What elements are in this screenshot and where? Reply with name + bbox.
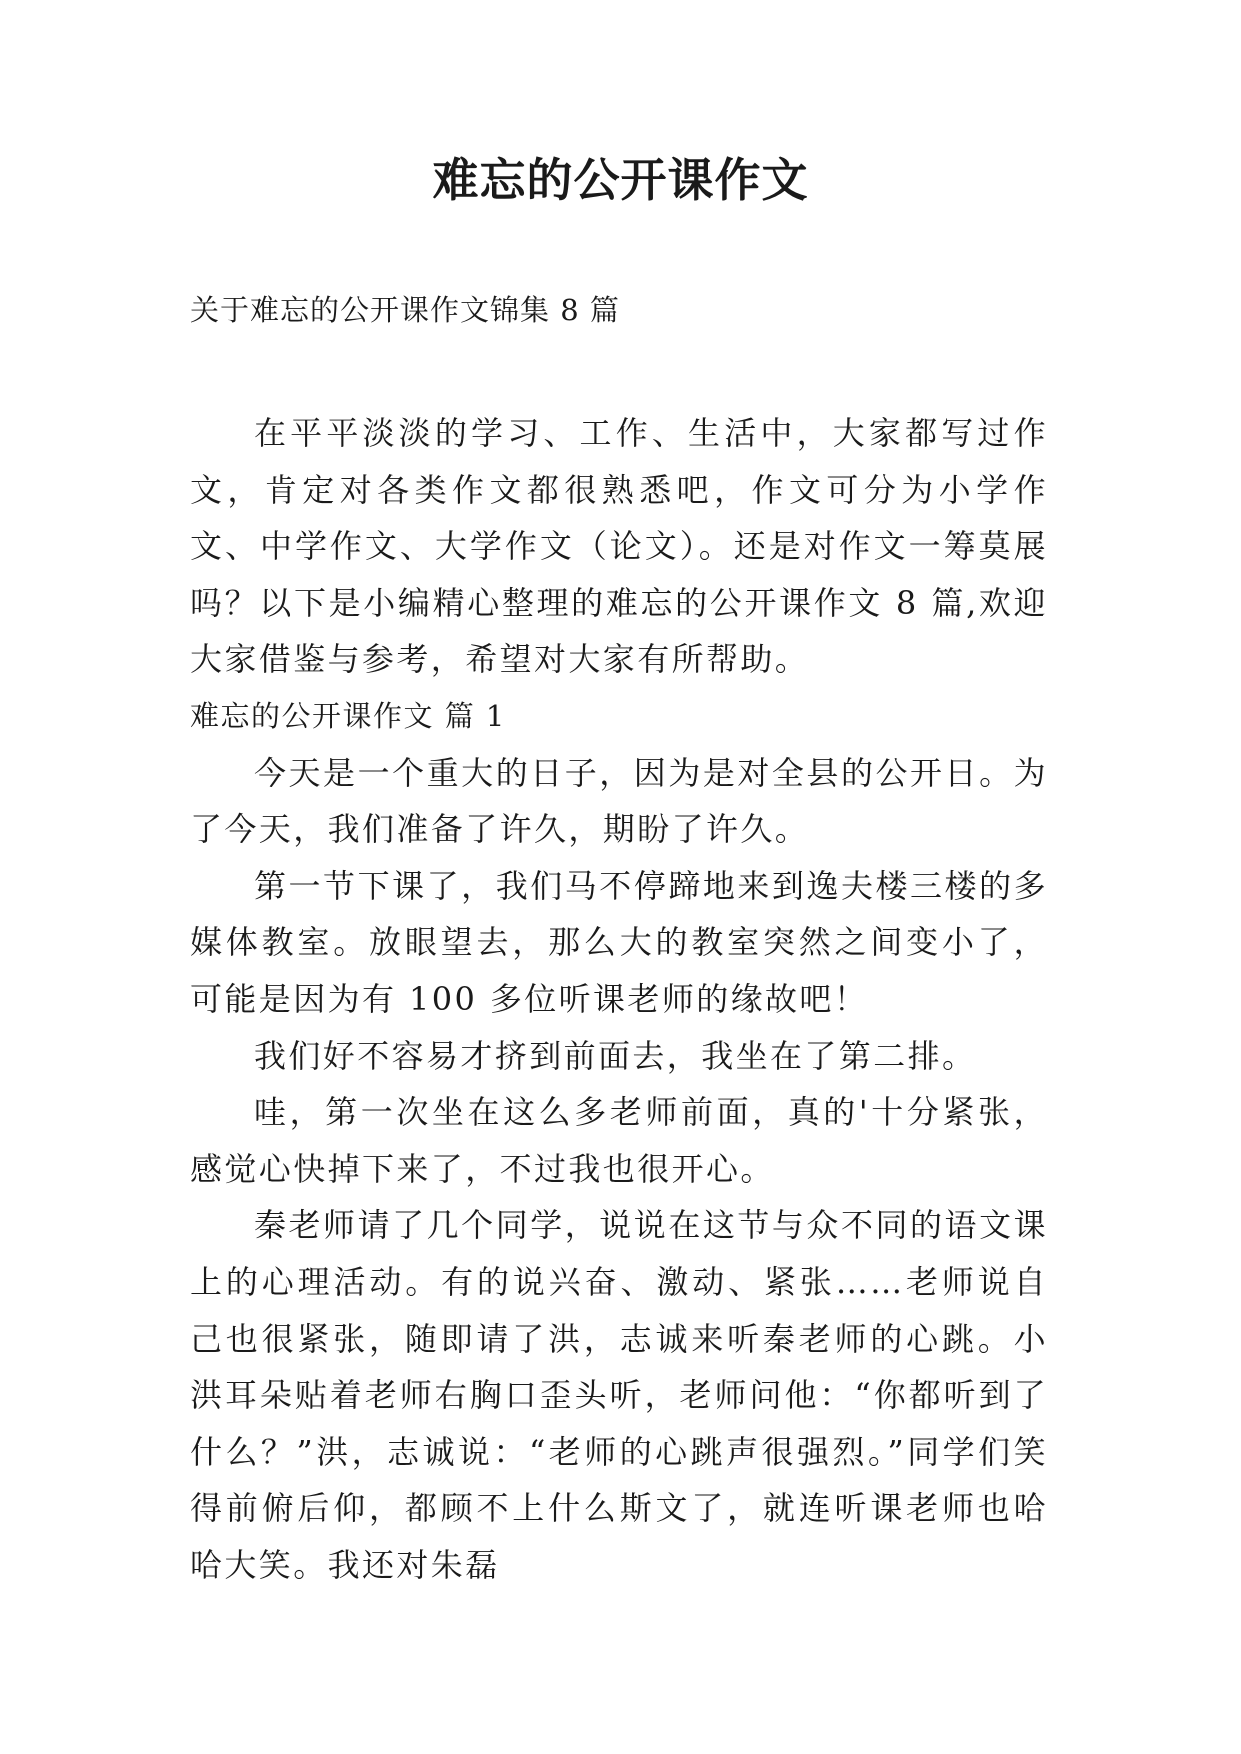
body-paragraph: 哇，第一次坐在这么多老师前面，真的'十分紧张，感觉心快掉下来了，不过我也很开心。 (190, 1093, 1048, 1188)
body-paragraph: 今天是一个重大的日子，因为是对全县的公开日。为了今天，我们准备了许久，期盼了许久。 (190, 753, 1048, 849)
body-paragraph: 我们好不容易才挤到前面去，我坐在了第二排。 (254, 1036, 977, 1075)
body-paragraph: 第一节下课了，我们马不停蹄地来到逸夫楼三楼的多媒体教室。放眼望去，那么大的教室突然之间变小了，可能是因为有 100 多位听课老师的缘故吧！ (190, 866, 1048, 1018)
document-subtitle: 关于难忘的公开课作文锦集 8 篇 (190, 293, 620, 327)
section-heading: 难忘的公开课作文 篇 1 (190, 698, 506, 733)
intro-paragraph: 在平平淡淡的学习、工作、生活中，大家都写过作文，肯定对各类作文都很熟悉吧，作文可分为小学作文、中学作文、大学作文（论文）。还是对作文一筹莫展吗？以下是小编精心整理的难忘的公开课作文 8 篇,欢迎大家借鉴与参考，希望对大家有所帮助。 (190, 414, 1048, 679)
body-paragraph: 秦老师请了几个同学，说说在这节与众不同的语文课上的心理活动。有的说兴奋、激动、紧张……老师说自己也很紧张，随即请了洪，志诚来听秦老师的心跳。小洪耳朵贴着老师右胸口歪头听，老师问他：“你都听到了什么？”洪，志诚说：“老师的心跳声很强烈。”同学们笑得前俯后仰，都顾不上什么斯文了，就连听课老师也哈哈大笑。我还对朱磊 (190, 1206, 1048, 1584)
document-body (190, 405, 1048, 1593)
document-title: 难忘的公开课作文 (432, 153, 809, 207)
